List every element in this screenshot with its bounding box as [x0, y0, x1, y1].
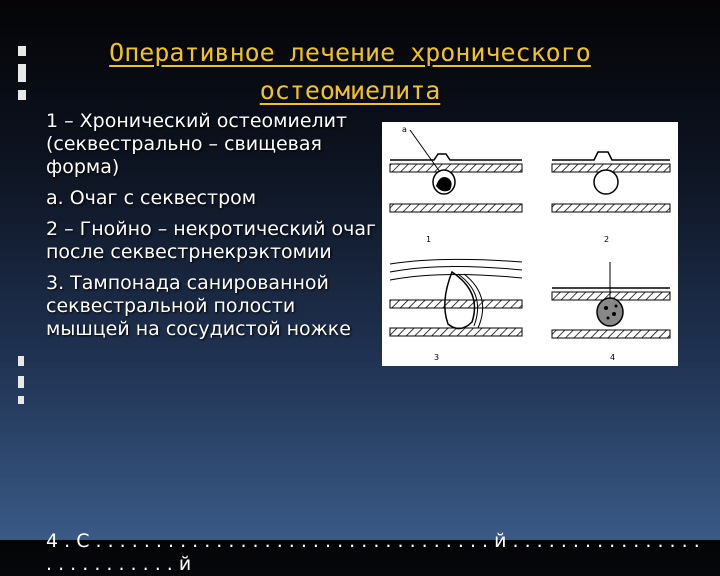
list-item-2: 2 – Гнойно – некротический очаг после секвестрнекрэктомии — [46, 218, 377, 263]
list-item-a: а. Очаг с секвестром — [46, 187, 257, 209]
cut-off-text-line: 4 . С . . . . . . . . . . . . . . . . . . . . . . . . . . . . . . . . . й . . . . . . . . . . . . . . . . . . . . . . . . . . . й — [46, 530, 700, 575]
panel-4 — [552, 262, 670, 362]
label-a: а — [402, 125, 407, 134]
surgical-diagram — [382, 122, 678, 366]
slide-title: Оперативное лечение хронического остеомиелита — [109, 38, 591, 105]
panel-label-4: 4 — [610, 353, 616, 362]
panel-label-3: 3 — [434, 353, 440, 362]
list-item-1: 1 – Хронический остеомиелит (секвестрально – свищевая форма) — [46, 110, 348, 178]
text-list — [46, 110, 376, 349]
panel-1 — [390, 125, 522, 244]
list-item-3: 3. Тампонада санированной секвестральной полости мышцей на сосудистой ножке — [46, 272, 351, 340]
panel-label-2: 2 — [604, 235, 610, 244]
diagram-svg — [382, 122, 678, 366]
panel-2 — [552, 152, 670, 244]
panel-label-1: 1 — [426, 235, 432, 244]
panel-3 — [390, 259, 522, 362]
